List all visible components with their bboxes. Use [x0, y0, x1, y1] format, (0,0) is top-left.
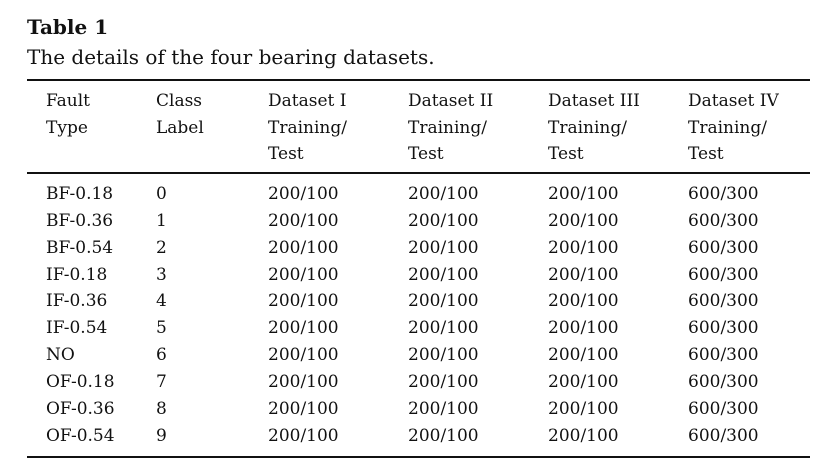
cell-dataset-ii: 200/100	[408, 237, 479, 258]
header-line: Label	[156, 117, 204, 138]
cell-fault-type: NO	[46, 345, 75, 366]
top-rule	[27, 79, 810, 81]
cell-dataset-iii: 200/100	[548, 237, 619, 258]
header-line: Dataset I	[268, 91, 347, 111]
header-line: Training/	[268, 117, 347, 138]
cell-dataset-iii: 200/100	[548, 345, 619, 366]
cell-dataset-iv: 600/300	[688, 371, 759, 392]
header-dataset-iv	[688, 88, 779, 168]
cell-dataset-ii: 200/100	[408, 425, 479, 446]
cell-dataset-iv: 600/300	[688, 425, 759, 446]
cell-fault-type: BF-0.18	[46, 184, 114, 204]
header-dataset-iii	[548, 88, 640, 168]
cell-dataset-i: 200/100	[268, 210, 339, 231]
cell-dataset-i: 200/100	[268, 398, 339, 419]
table-body	[0, 181, 833, 449]
header-line: Training/	[408, 117, 487, 138]
cell-dataset-i: 200/100	[268, 318, 339, 339]
header-line: Test	[268, 144, 304, 164]
bottom-rule	[27, 456, 810, 458]
cell-dataset-ii: 200/100	[408, 264, 479, 285]
cell-class-label: 9	[156, 425, 167, 446]
cell-dataset-iv: 600/300	[688, 291, 759, 312]
header-line: Training/	[688, 117, 767, 138]
table-row	[0, 396, 833, 423]
cell-class-label: 0	[156, 184, 167, 204]
table-row	[0, 288, 833, 315]
header-line: Dataset II	[408, 91, 494, 111]
header-class-label	[156, 88, 204, 141]
cell-dataset-ii: 200/100	[408, 184, 479, 204]
cell-fault-type: OF-0.36	[46, 398, 115, 419]
cell-class-label: 3	[156, 264, 167, 285]
cell-dataset-ii: 200/100	[408, 291, 479, 312]
cell-dataset-iv: 600/300	[688, 345, 759, 366]
header-line: Dataset III	[548, 91, 640, 111]
cell-dataset-ii: 200/100	[408, 318, 479, 339]
cell-dataset-ii: 200/100	[408, 371, 479, 392]
cell-class-label: 4	[156, 291, 167, 312]
cell-dataset-i: 200/100	[268, 425, 339, 446]
header-line: Test	[548, 144, 584, 164]
cell-fault-type: OF-0.54	[46, 425, 115, 446]
header-line: Fault	[46, 91, 90, 111]
cell-dataset-iii: 200/100	[548, 184, 619, 204]
header-dataset-ii	[408, 88, 493, 168]
cell-dataset-iv: 600/300	[688, 398, 759, 419]
cell-fault-type: OF-0.18	[46, 371, 115, 392]
header-line: Test	[688, 144, 724, 164]
cell-dataset-iii: 200/100	[548, 398, 619, 419]
cell-dataset-i: 200/100	[268, 291, 339, 312]
cell-dataset-i: 200/100	[268, 264, 339, 285]
table-row	[0, 262, 833, 289]
cell-dataset-i: 200/100	[268, 184, 339, 204]
cell-dataset-iii: 200/100	[548, 264, 619, 285]
header-line: Dataset IV	[688, 91, 779, 111]
cell-dataset-iv: 600/300	[688, 210, 759, 231]
cell-fault-type: IF-0.54	[46, 318, 108, 339]
cell-dataset-ii: 200/100	[408, 345, 479, 366]
cell-dataset-i: 200/100	[268, 371, 339, 392]
cell-dataset-i: 200/100	[268, 345, 339, 366]
table-row	[0, 315, 833, 342]
cell-dataset-iv: 600/300	[688, 264, 759, 285]
cell-fault-type: BF-0.54	[46, 237, 114, 258]
cell-class-label: 1	[156, 210, 167, 231]
cell-dataset-iv: 600/300	[688, 237, 759, 258]
cell-fault-type: IF-0.36	[46, 291, 108, 312]
header-fault-type	[46, 88, 90, 141]
cell-dataset-iii: 200/100	[548, 371, 619, 392]
cell-dataset-ii: 200/100	[408, 210, 479, 231]
cell-fault-type: IF-0.18	[46, 264, 108, 285]
cell-class-label: 6	[156, 345, 167, 366]
table-row	[0, 423, 833, 450]
table-row	[0, 181, 833, 208]
table-row	[0, 235, 833, 262]
header-line: Class	[156, 91, 203, 111]
cell-dataset-i: 200/100	[268, 237, 339, 258]
cell-dataset-iii: 200/100	[548, 210, 619, 231]
cell-dataset-iii: 200/100	[548, 425, 619, 446]
cell-dataset-iv: 600/300	[688, 318, 759, 339]
header-rule	[27, 172, 810, 174]
cell-dataset-iii: 200/100	[548, 291, 619, 312]
header-line: Test	[408, 144, 444, 164]
cell-dataset-iv: 600/300	[688, 184, 759, 204]
cell-dataset-ii: 200/100	[408, 398, 479, 419]
header-line: Training/	[548, 117, 627, 138]
cell-fault-type: BF-0.36	[46, 210, 114, 231]
table-caption: The details of the four bearing datasets.	[27, 45, 435, 69]
cell-class-label: 5	[156, 318, 167, 339]
table-row	[0, 369, 833, 396]
cell-dataset-iii: 200/100	[548, 318, 619, 339]
header-line: Type	[46, 117, 88, 138]
table-row	[0, 342, 833, 369]
header-dataset-i	[268, 88, 347, 168]
cell-class-label: 8	[156, 398, 167, 419]
table-title: Table 1	[27, 15, 109, 39]
table-row	[0, 208, 833, 235]
cell-class-label: 2	[156, 237, 167, 258]
cell-class-label: 7	[156, 371, 167, 392]
